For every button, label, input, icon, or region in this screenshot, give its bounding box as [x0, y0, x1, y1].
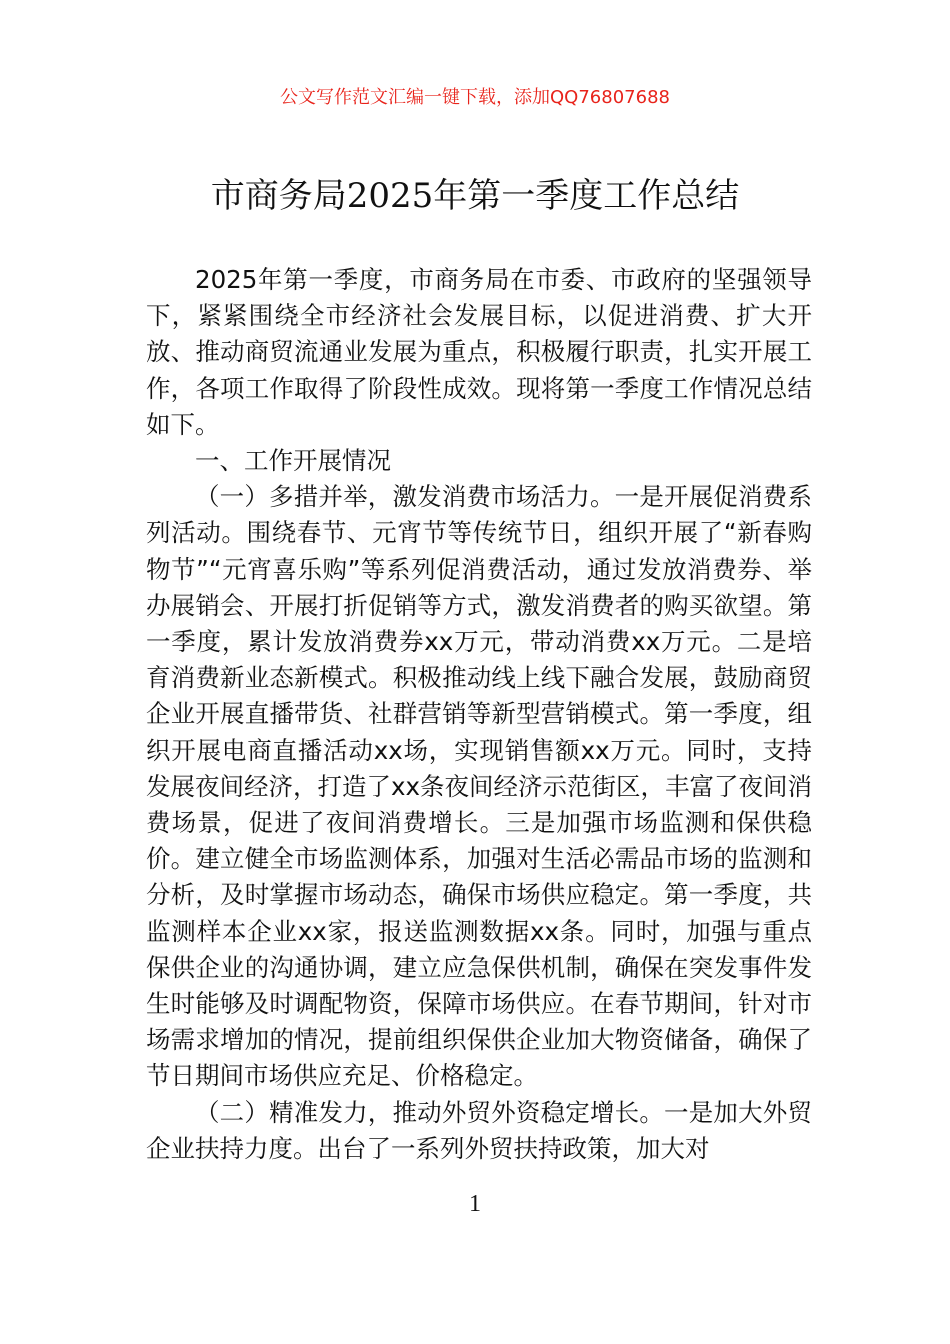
page-number: 1	[469, 1191, 481, 1217]
subsection-paragraph: （一）多措并举，激发消费市场活力。一是开展促消费系列活动。围绕春节、元宵节等传统节日，组织开展了“新春购物节”“元宵喜乐购”等系列促消费活动，通过发放消费券、举办展销会、开展打折促销等方式，激发消费者的购买欲望。第一季度，累计发放消费券xx万元，带动消费xx万元。二是培育消费新业态新模式。积极推动线上线下融合发展，鼓励商贸企业开展直播带货、社群营销等新型营销模式。第一季度，组织开展电商直播活动xx场，实现销售额xx万元。同时，支持发展夜间经济，打造了xx条夜间经济示范街区，丰富了夜间消费场景，促进了夜间消费增长。三是加强市场监测和保供稳价。建立健全市场监测体系，加强对生活必需品市场的监测和分析，及时掌握市场动态，确保市场供应稳定。第一季度，共监测样本企业xx家，报送监测数据xx条。同时，加强与重点保供企业的沟通协调，建立应急保供机制，确保在突发事件发生时能够及时调配物资，保障市场供应。在春节期间，针对市场需求增加的情况，提前组织保供企业加大物资储备，确保了节日期间市场供应充足、价格稳定。	[146, 482, 812, 1091]
document-title: 市商务局2025年第一季度工作总结	[210, 176, 740, 216]
intro-paragraph: 2025年第一季度，市商务局在市委、市政府的坚强领导下，紧紧围绕全市经济社会发展目标，以促进消费、扩大开放、推动商贸流通业发展为重点，积极履行职责，扎实开展工作，各项工作取得了阶段性成效。现将第一季度工作情况总结如下。	[146, 265, 812, 439]
document-body	[146, 262, 812, 1167]
header-watermark: 公文写作范文汇编一键下载，添加QQ76807688	[280, 87, 670, 108]
section-heading: 一、工作开展情况	[195, 446, 391, 476]
subsection-paragraph: （二）精准发力，推动外贸外资稳定增长。一是加大外贸企业扶持力度。出台了一系列外贸扶持政策，加大对	[146, 1097, 812, 1163]
